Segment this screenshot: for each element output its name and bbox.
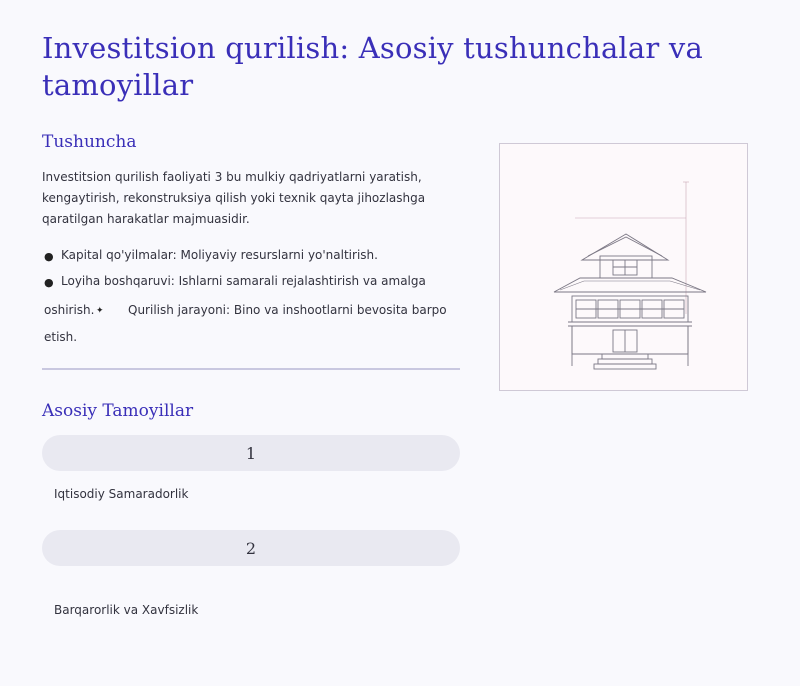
bullet-icon: ● [44, 276, 54, 289]
list-item: Qurilish jarayoni: Bino va inshootlarni bevosita barpo [128, 303, 447, 317]
house-drawing-icon [500, 144, 747, 390]
house-illustration [499, 143, 748, 391]
bullet-icon: ✦ [96, 306, 104, 316]
principle-number-bar: 2 [42, 530, 460, 566]
list-item: oshirish. [44, 303, 95, 317]
bullet-icon: ● [44, 250, 54, 263]
principle-label: Iqtisodiy Samaradorlik [54, 487, 189, 501]
list-item: etish. [44, 330, 78, 344]
list-item: Kapital qo'yilmalar: Moliyaviy resurslarni yo'naltirish. [61, 248, 378, 262]
page-title: Investitsion qurilish: Asosiy tushunchalar va tamoyillar [42, 31, 703, 102]
section-divider [42, 368, 460, 370]
principle-label: Barqarorlik va Xavfsizlik [54, 603, 199, 617]
list-item: Loyiha boshqaruvi: Ishlarni samarali rejalashtirish va amalga [61, 274, 426, 288]
concept-paragraph: Investitsion qurilish faoliyati 3 bu mulkiy qadriyatlarni yaratish, kengaytirish, rekonstruksiya qilish yoki texnik qayta jihozlashga qaratilgan harakatlar majmuasidir. [42, 170, 426, 226]
concept-heading: Tushuncha [42, 132, 137, 152]
principle-number-bar: 1 [42, 435, 460, 471]
principles-heading: Asosiy Tamoyillar [42, 401, 194, 421]
